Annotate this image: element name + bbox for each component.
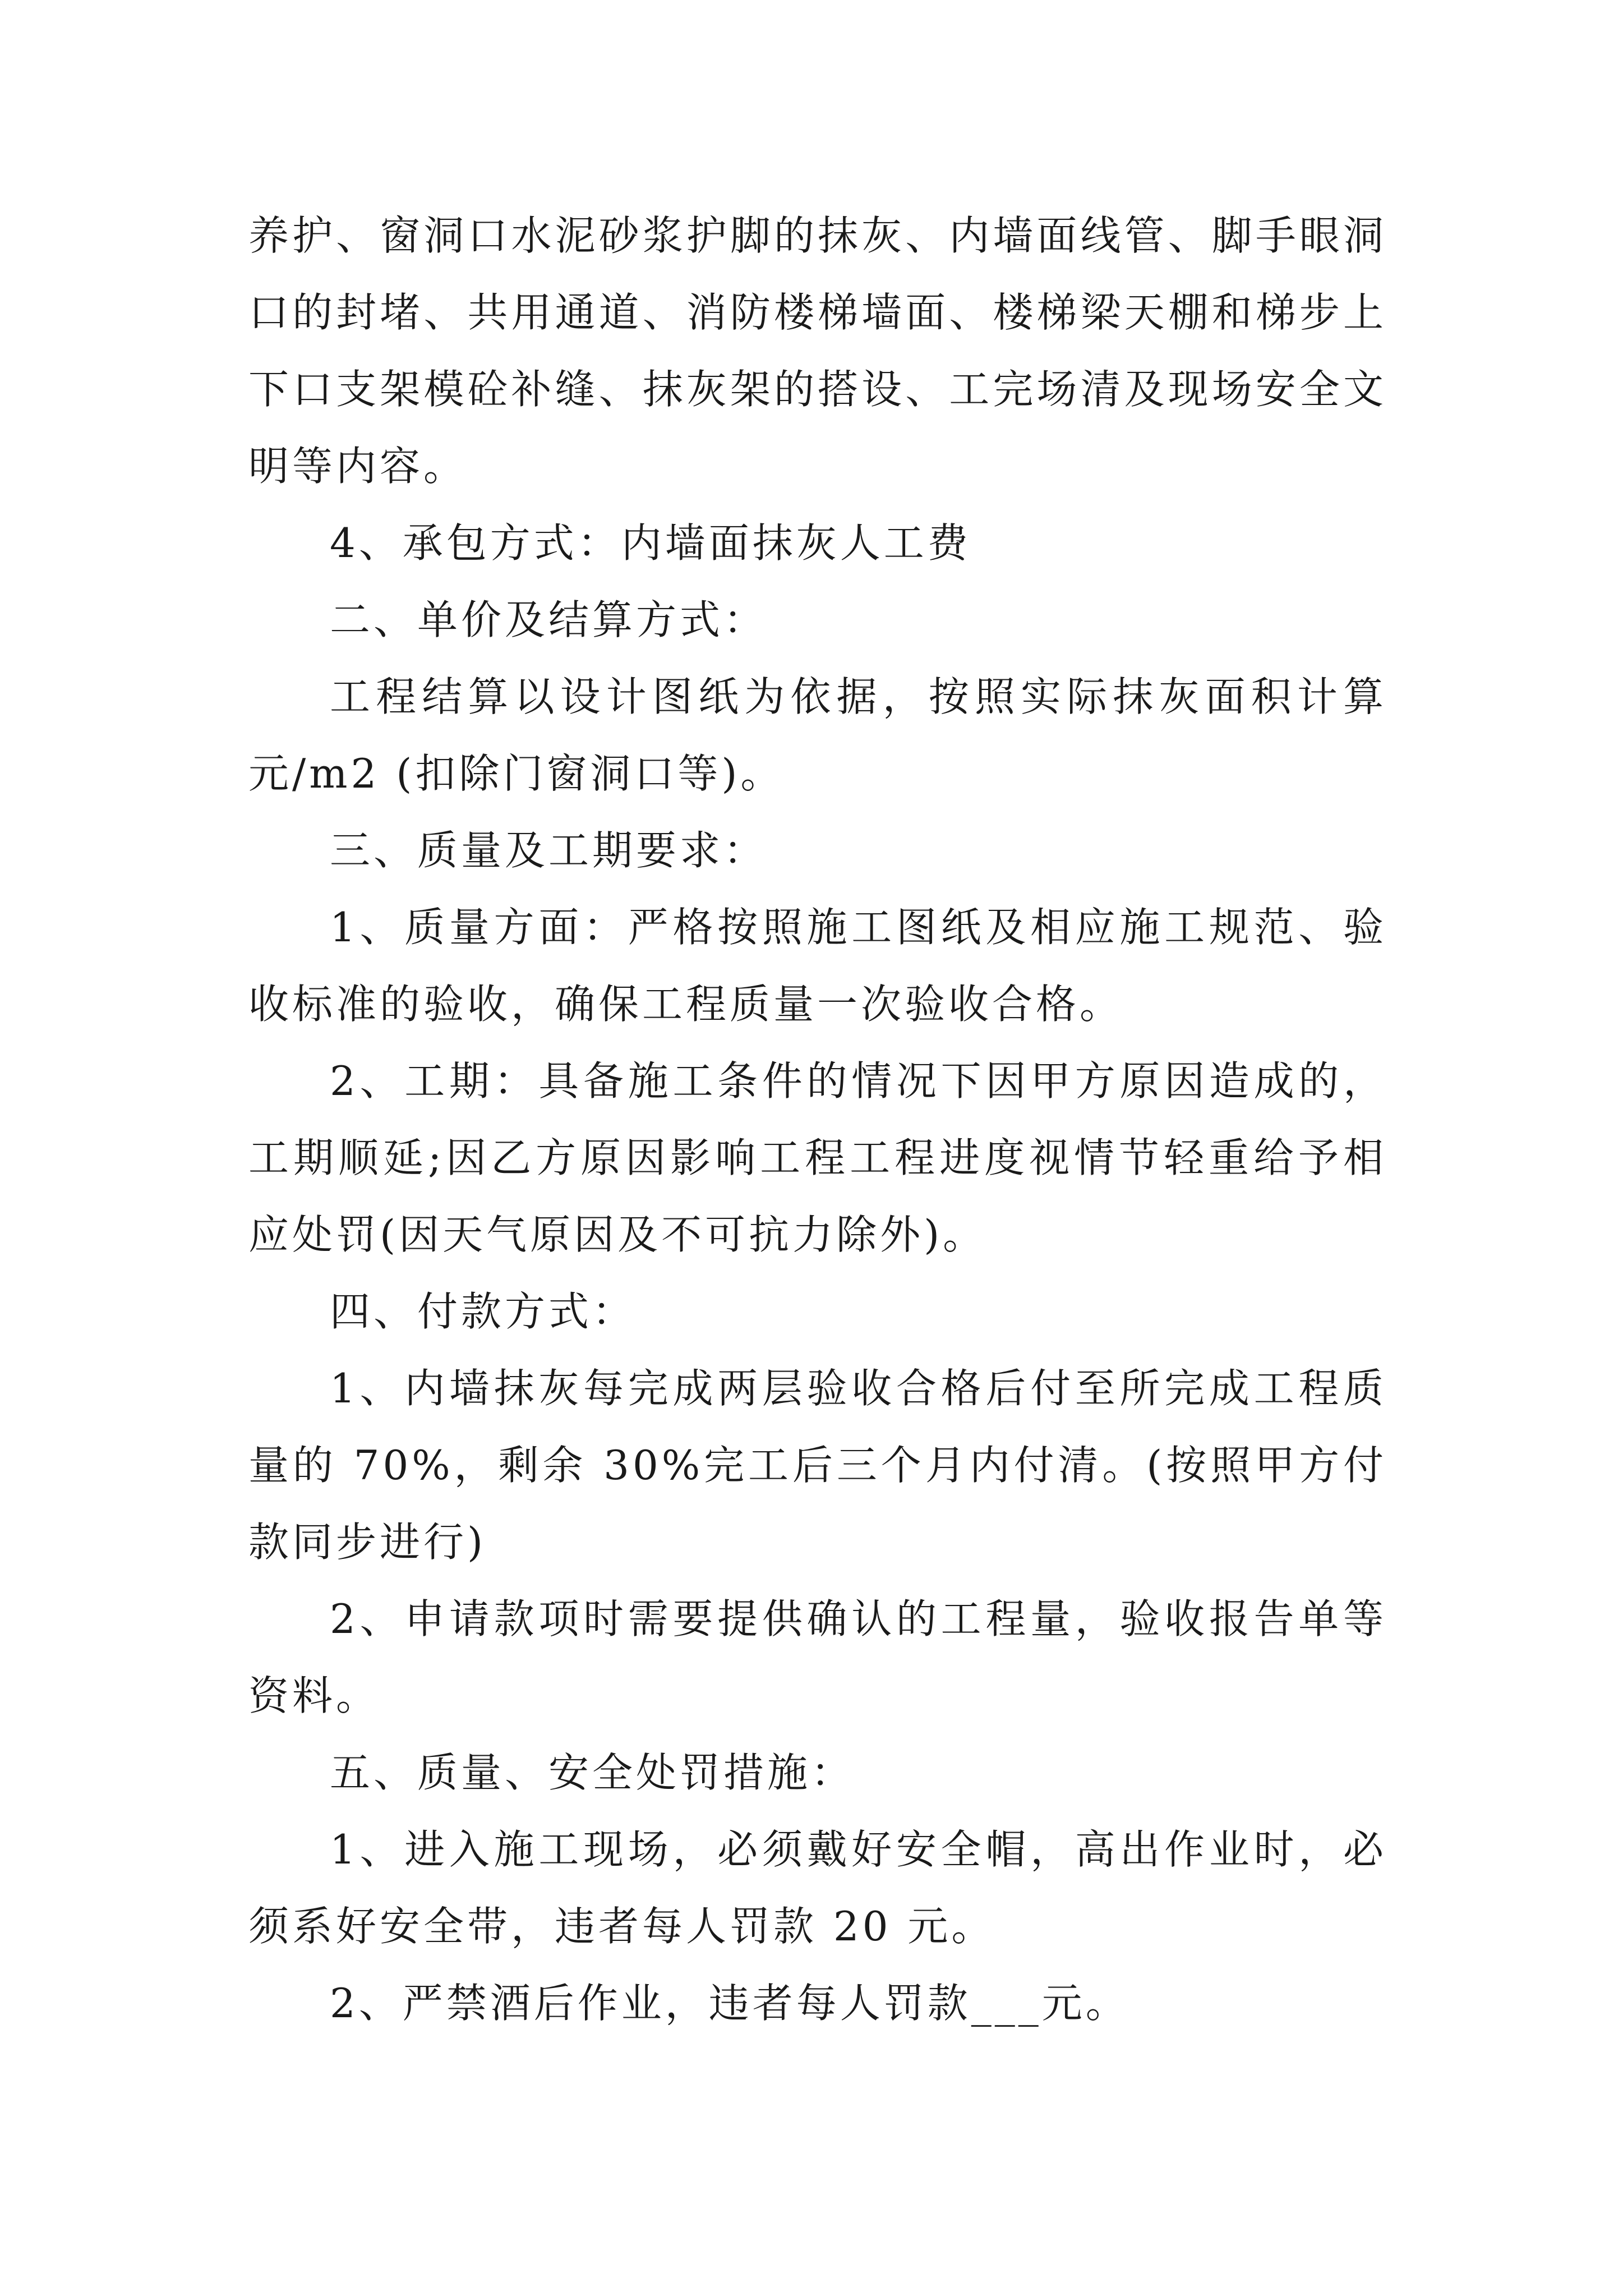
paragraph-payment-terms: 1、内墙抹灰每完成两层验收合格后付至所完成工程质量的 70%，剩余 30%完工后三个月内付清。(按照甲方付款同步进行) — [248, 1365, 1387, 1566]
heading-quality-schedule: 三、质量及工期要求： — [330, 827, 768, 874]
paragraph-settlement-basis: 工程结算以设计图纸为依据，按照实际抹灰面积计算元/m2 (扣除门窗洞口等)。 — [248, 673, 1387, 797]
heading-payment: 四、付款方式： — [330, 1288, 637, 1335]
paragraph-scope-continued: 养护、窗洞口水泥砂浆护脚的抹灰、内墙面线管、脚手眼洞口的封堵、共用通道、消防楼梯墙面、楼梯梁天棚和梯步上下口支架模砼补缝、抹灰架的搭设、工完场清及现场安全文明等内容。 — [248, 212, 1387, 490]
document-body — [248, 197, 1387, 2042]
paragraph-payment-documents: 2、申请款项时需要提供确认的工程量，验收报告单等资料。 — [248, 1595, 1387, 1719]
paragraph-penalty-helmet: 1、进入施工现场，必须戴好安全帽，高出作业时，必须系好安全带，违者每人罚款 20 元。 — [248, 1826, 1387, 1950]
heading-penalties: 五、质量、安全处罚措施： — [330, 1749, 855, 1796]
paragraph-quality: 1、质量方面：严格按照施工图纸及相应施工规范、验收标准的验收，确保工程质量一次验收合格。 — [248, 904, 1387, 1028]
paragraph-penalty-alcohol: 2、严禁酒后作业，违者每人罚款___元。 — [330, 1980, 1129, 2027]
paragraph-schedule: 2、工期：具备施工条件的情况下因甲方原因造成的，工期顺延;因乙方原因影响工程工程进度视情节轻重给予相应处罚(因天气原因及不可抗力除外)。 — [248, 1057, 1387, 1258]
paragraph-contract-method: 4、承包方式：内墙面抹灰人工费 — [330, 519, 971, 567]
heading-price-settlement: 二、单价及结算方式： — [330, 596, 768, 643]
